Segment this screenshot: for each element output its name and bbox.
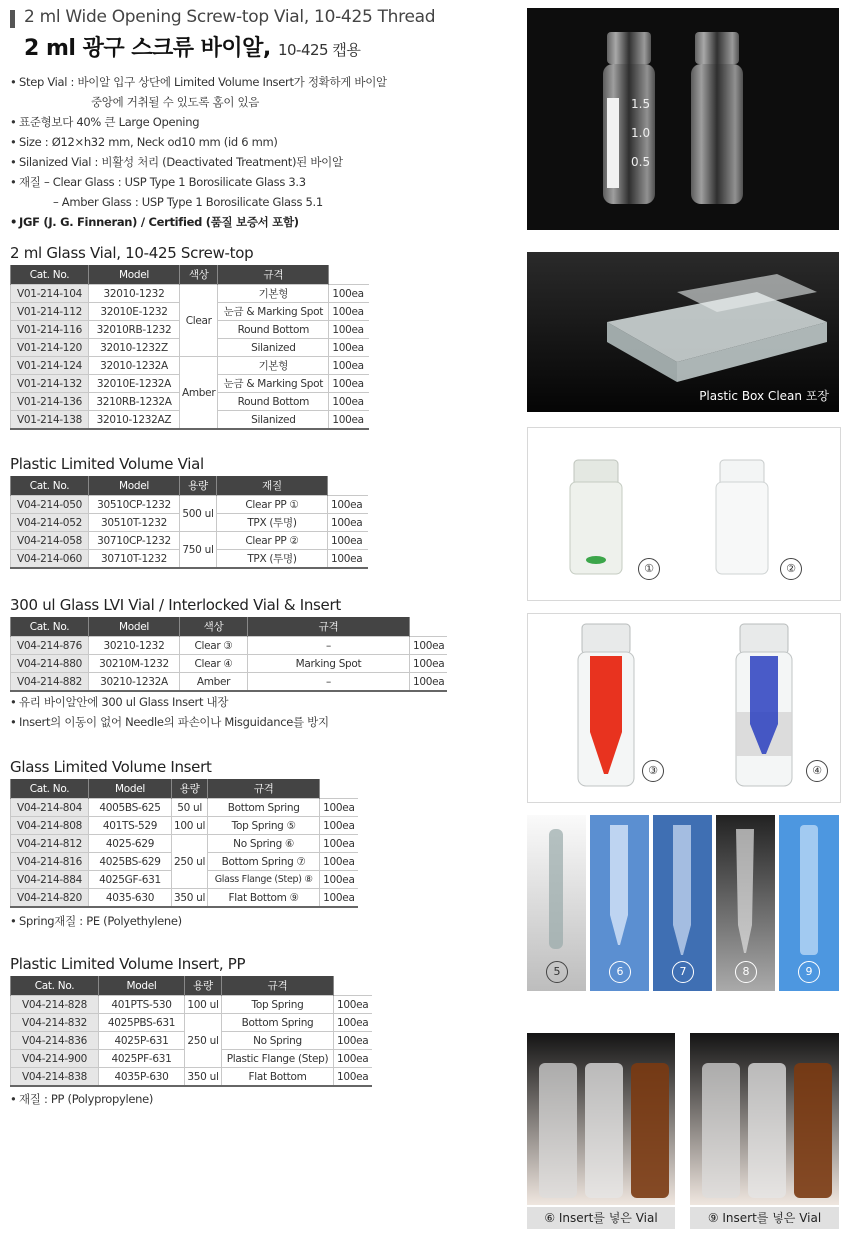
page-title-kr-sub: 10-425 캡용	[277, 41, 361, 59]
qty: 100ea	[320, 889, 358, 908]
col-header: Cat. No.	[11, 476, 89, 496]
qty: 100ea	[328, 496, 368, 514]
qty: 100ea	[329, 303, 369, 321]
spec: Top Spring	[222, 996, 334, 1014]
material: TPX (투명)	[217, 550, 328, 569]
page-title-en: 2 ml Wide Opening Screw-top Vial, 10-425 Thread	[24, 7, 436, 27]
insert-photo-8	[716, 815, 775, 991]
col-header: 규격	[208, 779, 320, 799]
cat-no: V04-214-812	[11, 835, 89, 853]
insert-photo-5	[527, 815, 586, 991]
spec: Top Spring ⑤	[208, 817, 320, 835]
qty: 100ea	[329, 285, 369, 303]
model: 30210-1232	[89, 637, 180, 655]
model: 32010-1232A	[89, 357, 180, 375]
vial-with-insert-photo-6	[527, 1033, 675, 1205]
model: 30210M-1232	[89, 655, 180, 673]
cat-no: V04-214-882	[11, 673, 89, 692]
col-header: 색상	[180, 265, 218, 285]
cat-no: V04-214-876	[11, 637, 89, 655]
table-row	[11, 673, 447, 692]
model: 4035-630	[89, 889, 172, 908]
cat-no: V04-214-900	[11, 1050, 99, 1068]
qty: 100ea	[334, 1014, 372, 1032]
cat-no: V01-214-124	[11, 357, 89, 375]
model: 32010-1232	[89, 285, 180, 303]
marker-7: 7	[672, 961, 694, 983]
spec: –	[248, 637, 410, 655]
feature-item: • 재질 – Clear Glass : USP Type 1 Borosilicate Glass 3.3	[10, 172, 510, 192]
color: Clear ③	[180, 637, 248, 655]
qty: 100ea	[334, 1068, 372, 1087]
volume-group: 50 ul	[172, 799, 208, 817]
spec: 눈금 & Marking Spot	[218, 303, 329, 321]
col-header: 용량	[180, 476, 217, 496]
model: 4025P-631	[99, 1032, 185, 1050]
marker-3: ③	[642, 760, 664, 782]
table-row	[11, 285, 369, 303]
feature-list	[10, 72, 510, 232]
col-header: Model	[89, 265, 180, 285]
qty: 100ea	[410, 673, 447, 692]
material: Clear PP ②	[217, 532, 328, 550]
lvi-notes	[10, 692, 329, 732]
cat-no: V04-214-838	[11, 1068, 99, 1087]
col-header: 규격	[222, 976, 334, 996]
cat-no: V04-214-820	[11, 889, 89, 908]
volume-group: 250 ul	[172, 835, 208, 889]
color-group: Clear	[180, 285, 218, 357]
model: 32010-1232Z	[89, 339, 180, 357]
blank-cell	[328, 476, 368, 496]
plastic-insert-note	[10, 1089, 153, 1109]
plastic-vial-photo	[527, 427, 841, 601]
table-row	[11, 835, 358, 853]
qty: 100ea	[328, 532, 368, 550]
col-header: Model	[99, 976, 185, 996]
spec: Round Bottom	[218, 393, 329, 411]
spec: –	[248, 673, 410, 692]
marker-9: 9	[798, 961, 820, 983]
vial-insert-9-image	[690, 1033, 839, 1205]
col-header: 재질	[217, 476, 328, 496]
col-header: 규격	[218, 265, 329, 285]
model: 4025-629	[89, 835, 172, 853]
spec: 기본형	[218, 285, 329, 303]
table-row	[11, 357, 369, 375]
volume-group: 500 ul	[180, 496, 217, 532]
spec: 눈금 & Marking Spot	[218, 375, 329, 393]
title-accent-bar	[10, 10, 15, 28]
cat-no: V04-214-058	[11, 532, 89, 550]
qty: 100ea	[328, 550, 368, 569]
model: 30710CP-1232	[89, 532, 180, 550]
spec: Glass Flange (Step) ⑧	[208, 871, 320, 889]
cat-no: V04-214-816	[11, 853, 89, 871]
col-header: 색상	[180, 617, 248, 637]
col-header: Model	[89, 617, 180, 637]
table-row	[11, 1014, 372, 1032]
feature-item: • JGF (J. G. Finneran) / Certified (품질 보증서 포함)	[10, 212, 510, 232]
qty: 100ea	[320, 853, 358, 871]
vial-with-insert-photo-9	[690, 1033, 839, 1205]
spec: Plastic Flange (Step)	[222, 1050, 334, 1068]
table-row	[11, 817, 358, 835]
caption-6: ⑥ Insert를 넣은 Vial	[527, 1207, 675, 1229]
cat-no: V01-214-104	[11, 285, 89, 303]
model: 4025PF-631	[99, 1050, 185, 1068]
spec: Round Bottom	[218, 321, 329, 339]
volume-group: 350 ul	[172, 889, 208, 908]
plastic-box-photo	[527, 252, 839, 412]
spec: Flat Bottom ⑨	[208, 889, 320, 908]
cat-no: V04-214-828	[11, 996, 99, 1014]
model: 30210-1232A	[89, 673, 180, 692]
qty: 100ea	[329, 411, 369, 430]
qty: 100ea	[329, 375, 369, 393]
qty: 100ea	[410, 655, 447, 673]
table-row	[11, 637, 447, 655]
color-group: Amber	[180, 357, 218, 430]
lvi-vials-image	[528, 614, 840, 802]
note-item: • Spring재질 : PE (Polyethylene)	[10, 911, 182, 931]
plastic-insert-table	[10, 976, 372, 1087]
plastic-insert-section-title: Plastic Limited Volume Insert, PP	[10, 955, 246, 973]
insert-photo-9	[779, 815, 839, 991]
cat-no: V04-214-832	[11, 1014, 99, 1032]
cat-no: V04-214-884	[11, 871, 89, 889]
plastic-lv-vial-section-title: Plastic Limited Volume Vial	[10, 455, 204, 473]
model: 30710T-1232	[89, 550, 180, 569]
model: 32010E-1232A	[89, 375, 180, 393]
cat-no: V01-214-132	[11, 375, 89, 393]
blank-cell	[334, 976, 372, 996]
table-row	[11, 532, 368, 550]
spec: Marking Spot	[248, 655, 410, 673]
col-header: 용량	[172, 779, 208, 799]
plastic-lv-vial-table	[10, 476, 368, 569]
grad-mark: 1.0	[631, 126, 651, 140]
col-header: 용량	[185, 976, 222, 996]
model: 30510T-1232	[89, 514, 180, 532]
qty: 100ea	[329, 339, 369, 357]
blank-cell	[329, 265, 369, 285]
cat-no: V04-214-804	[11, 799, 89, 817]
model: 32010-1232AZ	[89, 411, 180, 430]
marker-8: 8	[735, 961, 757, 983]
qty: 100ea	[410, 637, 447, 655]
insert-photo-7	[653, 815, 712, 991]
cat-no: V04-214-052	[11, 514, 89, 532]
cat-no: V01-214-120	[11, 339, 89, 357]
grad-mark: 1.5	[631, 97, 651, 111]
cat-no: V04-214-808	[11, 817, 89, 835]
spec: Bottom Spring ⑦	[208, 853, 320, 871]
cat-no: V04-214-880	[11, 655, 89, 673]
color: Clear ④	[180, 655, 248, 673]
material: TPX (투명)	[217, 514, 328, 532]
spec: Silanized	[218, 411, 329, 430]
cat-no: V01-214-112	[11, 303, 89, 321]
model: 30510CP-1232	[89, 496, 180, 514]
spec: Flat Bottom	[222, 1068, 334, 1087]
lvi-vial-table	[10, 617, 447, 692]
caption-9: ⑨ Insert를 넣은 Vial	[690, 1207, 839, 1229]
glass-insert-table	[10, 779, 358, 908]
insert-photo-6	[590, 815, 649, 991]
table-row	[11, 496, 368, 514]
page-title-kr-main: 2 ml 광구 스크류 바이알,	[24, 36, 271, 61]
marker-4: ④	[806, 760, 828, 782]
note-item: • 재질 : PP (Polypropylene)	[10, 1089, 153, 1109]
spec: No Spring	[222, 1032, 334, 1050]
table-row	[11, 1068, 372, 1087]
model: 4035P-630	[99, 1068, 185, 1087]
spec: 기본형	[218, 357, 329, 375]
qty: 100ea	[334, 996, 372, 1014]
spec: Bottom Spring	[222, 1014, 334, 1032]
qty: 100ea	[320, 817, 358, 835]
marker-2: ②	[780, 558, 802, 580]
cat-no: V04-214-060	[11, 550, 89, 569]
volume-group: 100 ul	[185, 996, 222, 1014]
feature-item: • Step Vial : 바이알 입구 상단에 Limited Volume Insert가 정확하게 바이알	[10, 72, 510, 92]
feature-item: 중앙에 거취될 수 있도록 홈이 있음	[91, 95, 260, 109]
vial-photo	[527, 8, 839, 230]
volume-group: 100 ul	[172, 817, 208, 835]
model: 32010E-1232	[89, 303, 180, 321]
qty: 100ea	[334, 1032, 372, 1050]
cat-no: V01-214-116	[11, 321, 89, 339]
qty: 100ea	[320, 799, 358, 817]
grad-mark: 0.5	[631, 155, 651, 169]
box-label: Plastic Box Clean 포장	[699, 389, 829, 403]
qty: 100ea	[334, 1050, 372, 1068]
model: 4025BS-629	[89, 853, 172, 871]
qty: 100ea	[329, 321, 369, 339]
blank-cell	[410, 617, 447, 637]
color: Amber	[180, 673, 248, 692]
qty: 100ea	[320, 871, 358, 889]
spec: Bottom Spring	[208, 799, 320, 817]
table-row	[11, 655, 447, 673]
qty: 100ea	[320, 835, 358, 853]
col-header: Cat. No.	[11, 617, 89, 637]
spec: No Spring ⑥	[208, 835, 320, 853]
spec: Silanized	[218, 339, 329, 357]
lvi-vial-section-title: 300 ul Glass LVI Vial / Interlocked Vial & Insert	[10, 596, 341, 614]
table-row	[11, 799, 358, 817]
table-row	[11, 996, 372, 1014]
glass-vial-table	[10, 265, 369, 430]
glass-insert-section-title: Glass Limited Volume Insert	[10, 758, 212, 776]
col-header: Cat. No.	[11, 265, 89, 285]
marker-1: ①	[638, 558, 660, 580]
volume-group: 250 ul	[185, 1014, 222, 1068]
qty: 100ea	[328, 514, 368, 532]
lvi-vial-photo	[527, 613, 841, 803]
feature-item: – Amber Glass : USP Type 1 Borosilicate Glass 5.1	[53, 195, 323, 209]
col-header: 규격	[248, 617, 410, 637]
glass-vials-image	[527, 8, 839, 230]
qty: 100ea	[329, 357, 369, 375]
glass-vial-section-title: 2 ml Glass Vial, 10-425 Screw-top	[10, 244, 254, 262]
model: 4025GF-631	[89, 871, 172, 889]
qty: 100ea	[329, 393, 369, 411]
model: 4005BS-625	[89, 799, 172, 817]
material: Clear PP ①	[217, 496, 328, 514]
cat-no: V01-214-138	[11, 411, 89, 430]
cat-no: V04-214-836	[11, 1032, 99, 1050]
cat-no: V04-214-050	[11, 496, 89, 514]
volume-group: 750 ul	[180, 532, 217, 569]
col-header: Cat. No.	[11, 779, 89, 799]
col-header: Model	[89, 476, 180, 496]
blank-cell	[320, 779, 358, 799]
col-header: Model	[89, 779, 172, 799]
feature-item: • Silanized Vial : 비활성 처리 (Deactivated Treatment)된 바이알	[10, 152, 510, 172]
model: 401TS-529	[89, 817, 172, 835]
cat-no: V01-214-136	[11, 393, 89, 411]
volume-group: 350 ul	[185, 1068, 222, 1087]
note-item: • Insert의 이동이 없어 Needle의 파손이나 Misguidance를 방지	[10, 712, 329, 732]
feature-item: • Size : Ø12×h32 mm, Neck od10 mm (id 6 mm)	[10, 132, 510, 152]
model: 3210RB-1232A	[89, 393, 180, 411]
vial-insert-6-image	[527, 1033, 675, 1205]
page-title-kr	[24, 31, 360, 62]
model: 4025PBS-631	[99, 1014, 185, 1032]
glass-insert-note	[10, 911, 182, 931]
model: 32010RB-1232	[89, 321, 180, 339]
col-header: Cat. No.	[11, 976, 99, 996]
feature-item: • 표준형보다 40% 큰 Large Opening	[10, 112, 510, 132]
note-item: • 유리 바이알안에 300 ul Glass Insert 내장	[10, 692, 329, 712]
model: 401PTS-530	[99, 996, 185, 1014]
marker-6: 6	[609, 961, 631, 983]
marker-5: 5	[546, 961, 568, 983]
table-row	[11, 889, 358, 908]
